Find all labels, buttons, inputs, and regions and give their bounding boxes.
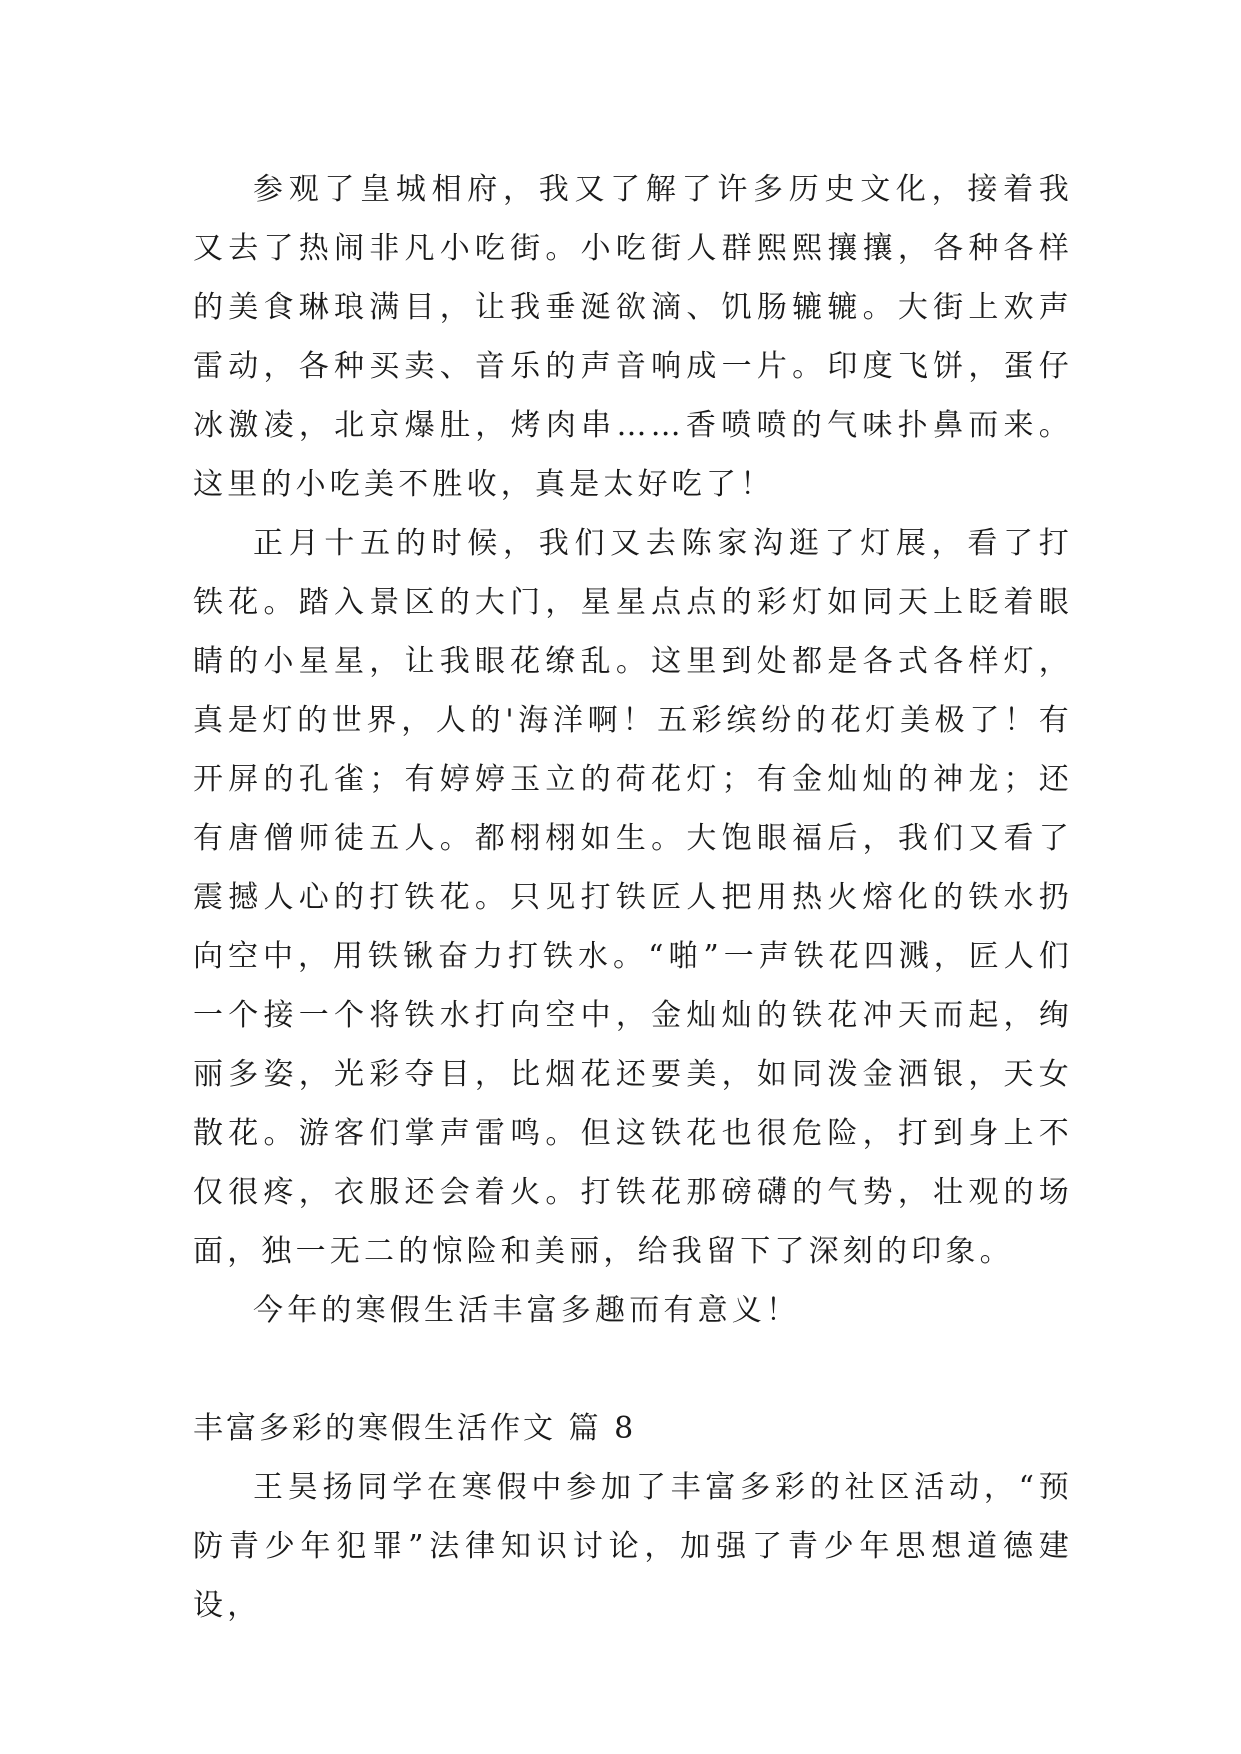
section-spacer — [193, 1340, 1073, 1399]
document-body — [193, 160, 1073, 1635]
paragraph-community-activities: 王昊扬同学在寒假中参加了丰富多彩的社区活动，“预防青少年犯罪”法律知识讨论，加强了青少年思想道德建设， — [193, 1470, 1073, 1623]
section-title: 丰富多彩的寒假生活作文 篇 8 — [193, 1411, 637, 1446]
paragraph-food-street: 参观了皇城相府，我又了解了许多历史文化，接着我又去了热闹非凡小吃街。小吃街人群熙熙攘攘，各种各样的美食琳琅满目，让我垂涎欲滴、饥肠辘辘。大街上欢声雷动，各种买卖、音乐的声音响成一片。印度飞饼，蛋仔冰激凌，北京爆肚，烤肉串……香喷喷的气味扑鼻而来。这里的小吃美不胜收，真是太好吃了！ — [193, 172, 1073, 502]
paragraph-lantern-festival: 正月十五的时候，我们又去陈家沟逛了灯展，看了打铁花。踏入景区的大门，星星点点的彩灯如同天上眨着眼睛的小星星，让我眼花缭乱。这里到处都是各式各样灯，真是灯的世界，人的'海洋啊！五彩缤纷的花灯美极了！有开屏的孔雀；有婷婷玉立的荷花灯；有金灿灿的神龙；还有唐僧师徒五人。都栩栩如生。大饱眼福后，我们又看了震撼人心的打铁花。只见打铁匠人把用热火熔化的铁水扔向空中，用铁锹奋力打铁水。“啪”一声铁花四溅，匠人们一个接一个将铁水打向空中，金灿灿的铁花冲天而起，绚丽多姿，光彩夺目，比烟花还要美，如同泼金洒银，天女散花。游客们掌声雷鸣。但这铁花也很危险，打到身上不仅很疼，衣服还会着火。打铁花那磅礴的气势，壮观的场面，独一无二的惊险和美丽，给我留下了深刻的印象。 — [193, 526, 1073, 1269]
paragraph-conclusion: 今年的寒假生活丰富多趣而有意义！ — [253, 1293, 801, 1328]
